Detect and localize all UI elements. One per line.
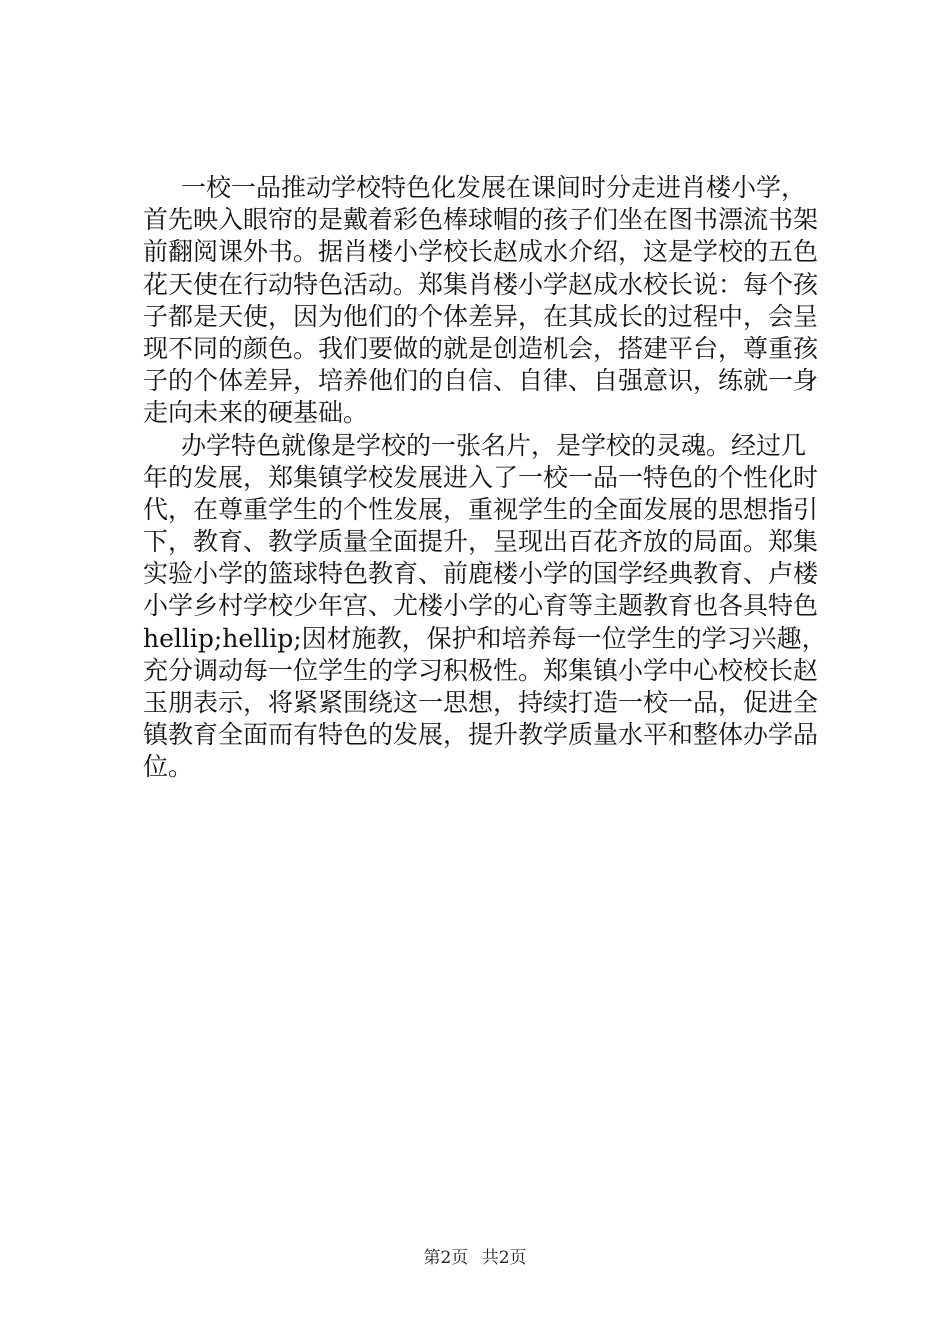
text-line: 一校一品推动学校特色化发展在课间时分走进肖楼小学，: [181, 173, 807, 202]
text-line: 玉朋表示，将紧紧围绕这一思想，持续打造一校一品，促进全: [143, 688, 819, 717]
text-line: 花天使在行动特色活动。郑集肖楼小学赵成水校长说：每个孩: [143, 269, 819, 299]
text-line: hellip;hellip;因材施教，保护和培养每一位学生的学习兴趣，: [143, 623, 827, 653]
text-line: 代，在尊重学生的个性发展，重视学生的全面发展的思想指引: [143, 494, 819, 524]
paragraph-1: [143, 172, 836, 430]
text-line: 充分调动每一位学生的学习积极性。郑集镇小学中心校校长赵: [143, 655, 819, 685]
text-line: 现不同的颜色。我们要做的就是创造机会，搭建平台，尊重孩: [143, 333, 819, 363]
text-line: 镇教育全面而有特色的发展，提升教学质量水平和整体办学品: [143, 720, 819, 750]
text-line: 前翻阅课外书。据肖楼小学校长赵成水介绍，这是学校的五色: [143, 237, 819, 267]
page-total: 共2页: [481, 1248, 527, 1268]
text-line: 子的个体差异，培养他们的自信、自律、自强意识，练就一身: [143, 366, 819, 396]
text-line: 年的发展，郑集镇学校发展进入了一校一品一特色的个性化时: [143, 462, 819, 492]
text-line: 下，教育、教学质量全面提升，呈现出百花齐放的局面。郑集: [143, 527, 819, 557]
paragraph-2: [143, 430, 836, 784]
text-line: 走向未来的硬基础。: [143, 398, 369, 428]
text-line: 首先映入眼帘的是戴着彩色棒球帽的孩子们坐在图书漂流书架: [143, 205, 819, 235]
page-number: 第2页: [423, 1248, 469, 1268]
text-line: 实验小学的篮球特色教育、前鹿楼小学的国学经典教育、卢楼: [143, 559, 819, 589]
text-line: 位。: [143, 752, 194, 782]
page-footer: [0, 1243, 950, 1268]
text-line: 小学乡村学校少年宫、尤楼小学的心育等主题教育也各具特色: [143, 591, 819, 621]
text-line: 子都是天使，因为他们的个体差异，在其成长的过程中，会呈: [143, 301, 819, 331]
text-line: 办学特色就像是学校的一张名片，是学校的灵魂。经过几: [181, 430, 807, 460]
article-body: [143, 172, 836, 784]
